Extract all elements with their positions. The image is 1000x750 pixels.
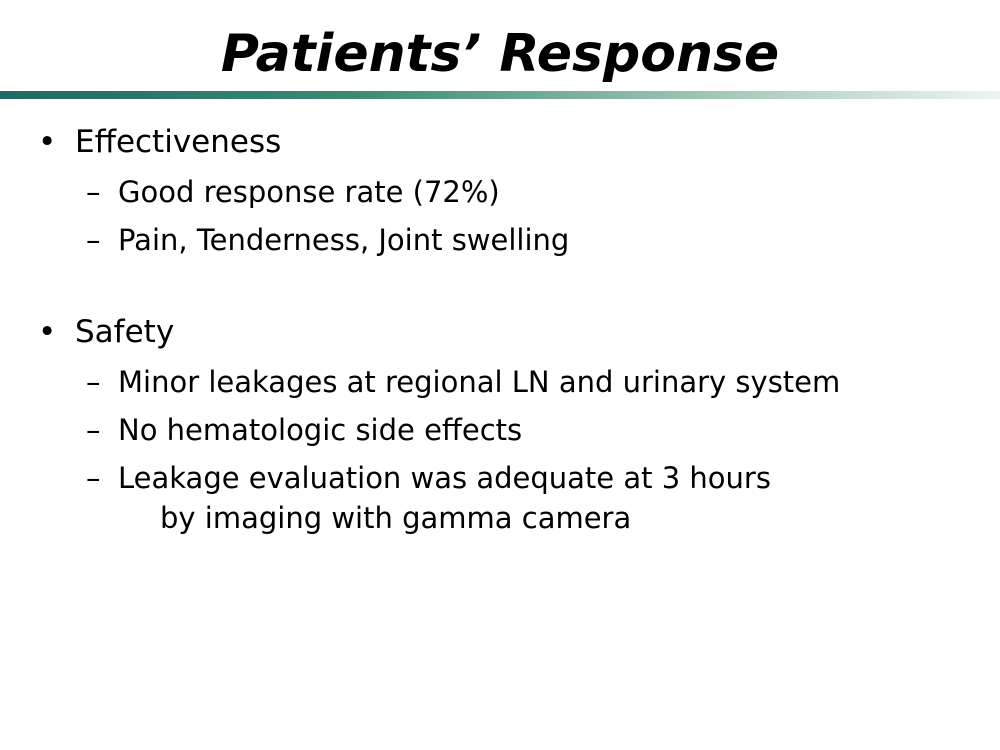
dash-mark: –	[86, 461, 101, 495]
dash-mark: –	[86, 223, 101, 257]
bullet-label: Effectiveness	[75, 124, 282, 160]
sub-bullet	[0, 410, 878, 450]
slide-body	[0, 120, 1000, 538]
bullet-effectiveness	[0, 120, 1000, 164]
sub-bullet	[0, 458, 878, 538]
sub-bullet	[0, 362, 878, 402]
sub-bullet	[0, 172, 878, 212]
dash-mark: –	[86, 413, 101, 447]
sub-bullet-text: Good response rate (72%)	[118, 175, 500, 209]
bullet-label: Safety	[75, 314, 175, 350]
bullet-dot: •	[38, 314, 57, 350]
dash-mark: –	[86, 365, 101, 399]
sub-bullet	[0, 220, 878, 260]
bullet-dot: •	[38, 124, 57, 160]
dash-mark: –	[86, 175, 101, 209]
sub-bullet-text: No hematologic side effects	[118, 413, 523, 447]
sub-bullet-text: Pain, Tenderness, Joint swelling	[118, 223, 570, 257]
title-divider	[0, 91, 1000, 99]
bullet-safety	[0, 310, 1000, 354]
sub-bullet-text: Leakage evaluation was adequate at 3 hours	[118, 461, 771, 495]
sub-bullet-text: Minor leakages at regional LN and urinary system	[118, 365, 841, 399]
sub-bullet-continuation: by imaging with gamma camera	[160, 501, 632, 535]
slide-title: Patients’ Response	[220, 24, 780, 84]
